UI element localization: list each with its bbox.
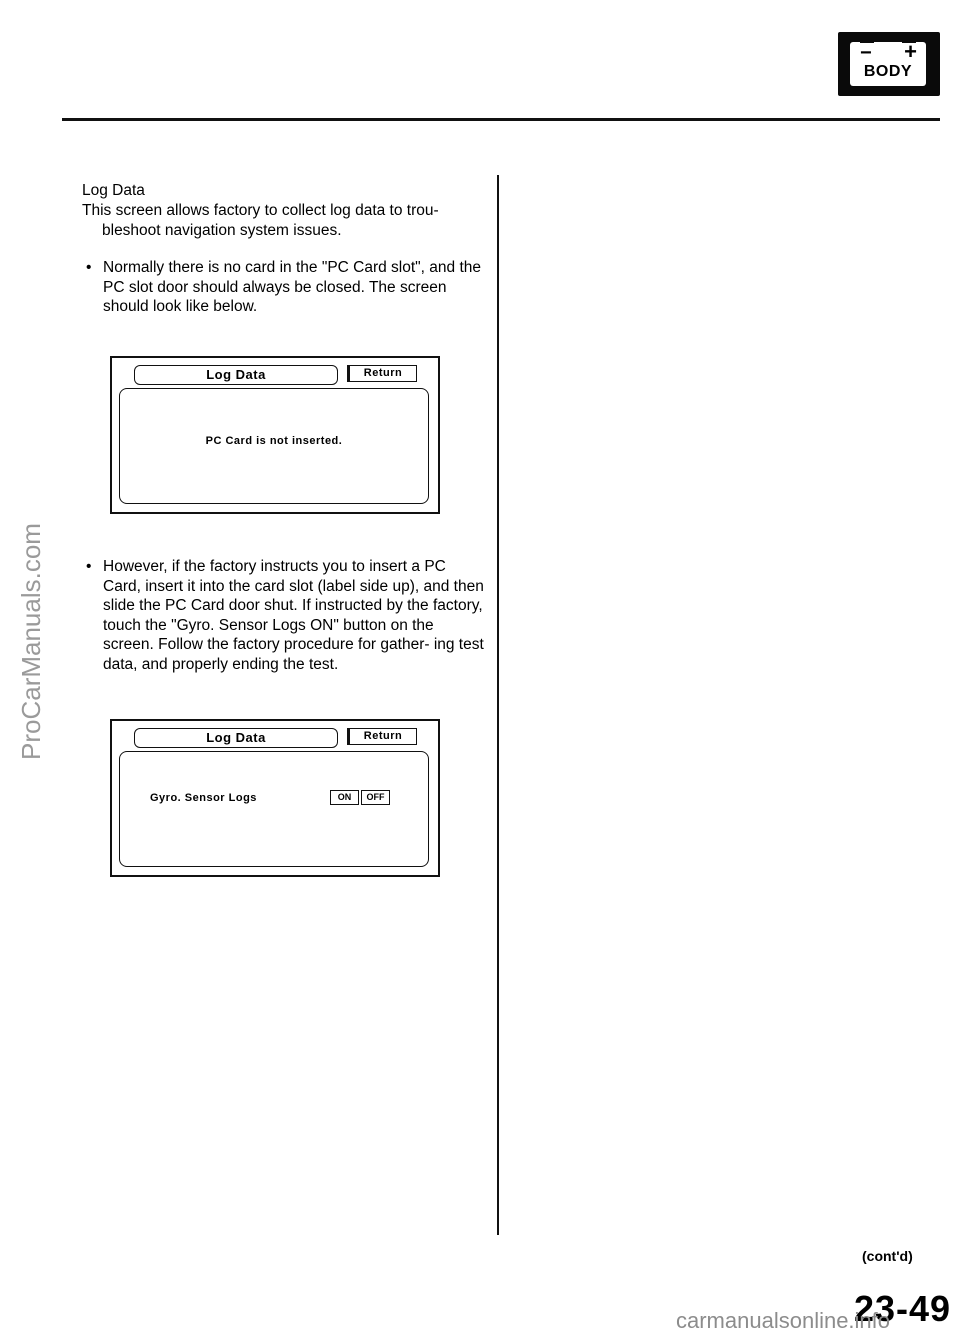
gyro-sensor-logs-label: Gyro. Sensor Logs bbox=[150, 792, 257, 804]
badge-label: BODY bbox=[863, 63, 913, 80]
badge-plus: + bbox=[904, 39, 917, 64]
gyro-logs-off-button[interactable]: OFF bbox=[361, 790, 390, 805]
bullet-icon: • bbox=[86, 558, 92, 575]
no-card-message: PC Card is not inserted. bbox=[205, 435, 343, 447]
side-watermark: ProCarManuals.com bbox=[16, 523, 46, 760]
intro-line-1: This screen allows factory to collect log data to trou- bbox=[82, 202, 439, 219]
bullet-icon: • bbox=[86, 259, 92, 276]
intro-line-2: bleshoot navigation system issues. bbox=[102, 221, 342, 239]
bullet-text: Normally there is no card in the "PC Card slot", and the PC slot door should always be closed. The screen should look like below. bbox=[103, 259, 482, 315]
badge-minus: − bbox=[860, 42, 872, 64]
column-divider bbox=[497, 175, 499, 1235]
section-heading: Log Data bbox=[82, 182, 145, 199]
screen-panel bbox=[119, 751, 429, 867]
footer-watermark: carmanualsonline.info bbox=[676, 1308, 891, 1333]
battery-icon bbox=[850, 39, 926, 86]
header-rule bbox=[62, 118, 940, 121]
page-number: 23-49 bbox=[854, 1288, 952, 1329]
bullet-text: However, if the factory instructs you to insert a PC Card, insert it into the card slot (label side up), and then slide the PC Card door shut. If instructed by the factory, touch the "Gyro. Sensor Logs ON" button on the screen. Follow the factory procedure for gather- ing test data, and properly ending the test. bbox=[103, 558, 484, 673]
section-intro bbox=[82, 201, 482, 240]
screen-title: Log Data bbox=[134, 728, 338, 748]
return-button[interactable]: Return bbox=[347, 365, 417, 382]
screen-title: Log Data bbox=[134, 365, 338, 385]
bullet-factory-instructions bbox=[86, 557, 486, 674]
body-section-badge bbox=[838, 32, 940, 96]
log-data-screen-gyro bbox=[110, 719, 440, 877]
continued-label: (cont'd) bbox=[862, 1248, 913, 1264]
gyro-logs-on-button[interactable]: ON bbox=[330, 790, 359, 805]
log-data-screen-no-card bbox=[110, 356, 440, 514]
screen-panel bbox=[119, 388, 429, 504]
bullet-normal-state bbox=[86, 258, 486, 317]
return-button[interactable]: Return bbox=[347, 728, 417, 745]
